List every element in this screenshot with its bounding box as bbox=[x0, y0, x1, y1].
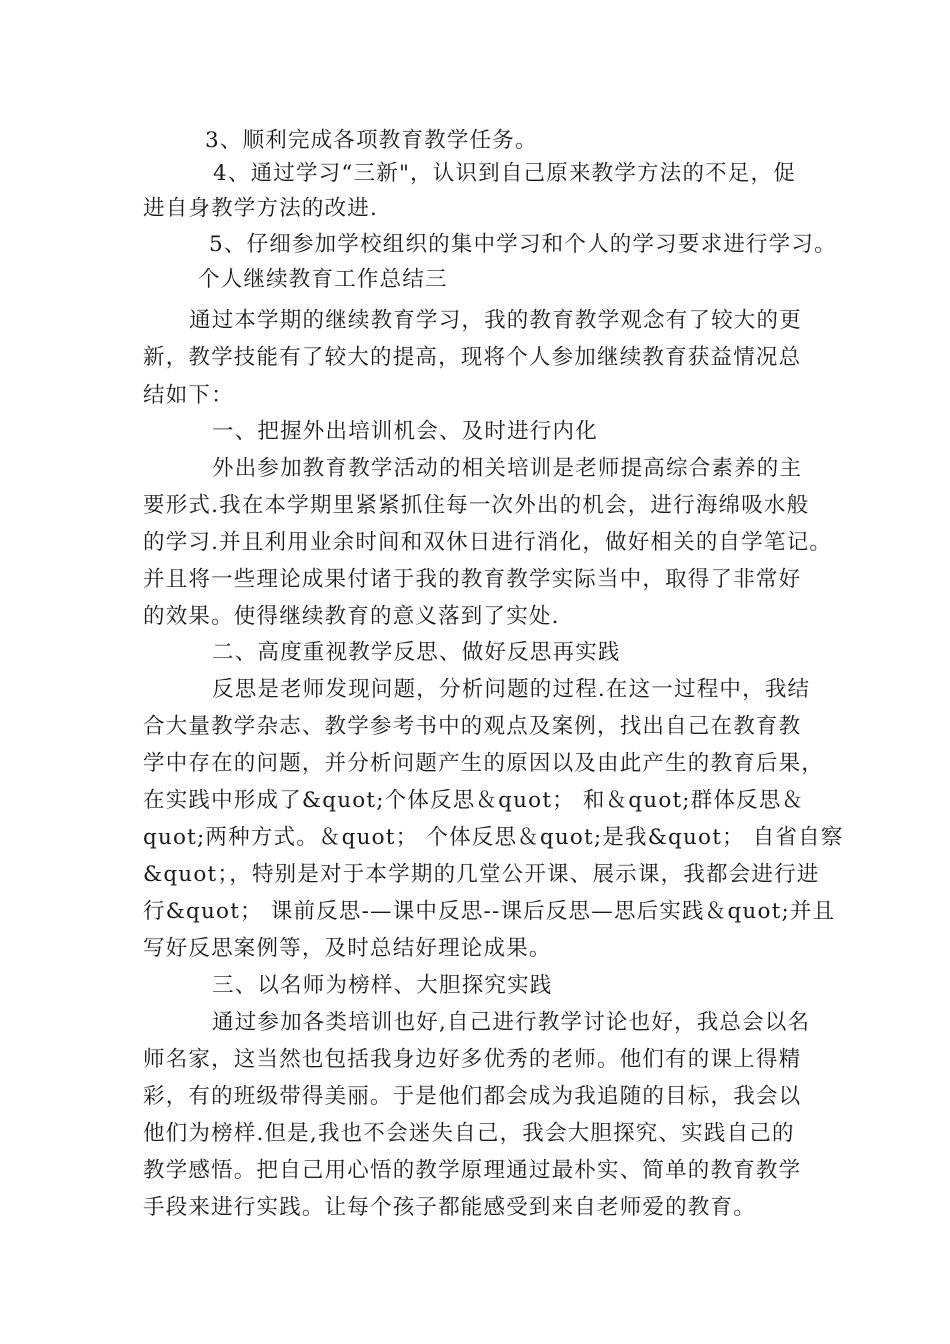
text-line: 的效果。使得继续教育的意义落到了实处. bbox=[143, 604, 560, 629]
text-line: &quot；，特别是对于本学期的几堂公开课、展示课，我都会进行进 bbox=[143, 862, 820, 887]
text-line: quot;两种方式。＆quot； 个体反思＆quot;是我&quot； 自省自察 bbox=[143, 825, 844, 850]
text-line: 师名家，这当然也包括我身边好多优秀的老师。他们有的课上得精 bbox=[143, 1047, 802, 1072]
text-line: 通过参加各类培训也好,自己进行教学讨论也好，我总会以名 bbox=[212, 1010, 811, 1035]
text-line: 彩，有的班级带得美丽。于是他们都会成为我追随的目标，我会以 bbox=[143, 1084, 802, 1109]
text-line: 反思是老师发现问题，分析问题的过程.在这一过程中，我结 bbox=[212, 677, 811, 702]
text-line: 新，教学技能有了较大的提高，现将个人参加继续教育获益情况总 bbox=[143, 345, 802, 370]
section-heading: 二、高度重视教学反思、做好反思再实践 bbox=[212, 640, 621, 665]
text-line: 外出参加教育教学活动的相关培训是老师提高综合素养的主 bbox=[212, 456, 803, 481]
text-line: 学中存在的问题，并分析问题产生的原因以及由此产生的教育后果， bbox=[143, 751, 825, 776]
text-line: 结如下： bbox=[143, 383, 234, 408]
text-line: 合大量教学杂志、教学参考书中的观点及案例，找出自己在教育教 bbox=[143, 714, 802, 739]
section-heading: 三、以名师为榜样、大胆探究实践 bbox=[212, 973, 553, 998]
text-line: 他们为榜样.但是,我也不会迷失自己，我会大胆探究、实践自己的 bbox=[143, 1121, 795, 1146]
text-line: 4、通过学习“三新"，认识到自己原来教学方法的不足，促 bbox=[213, 161, 796, 186]
text-line: 并且将一些理论成果付诸于我的教育教学实际当中，取得了非常好 bbox=[143, 567, 802, 592]
text-line: 行&quot； 课前反思-—课中反思--课后反思—思后实践＆quot;并且 bbox=[143, 899, 836, 924]
text-line: 在实践中形成了&quot;个体反思＆quot； 和＆quot;群体反思＆ bbox=[143, 788, 805, 813]
text-line: 进自身教学方法的改进. bbox=[143, 196, 379, 221]
text-line: 5、仔细参加学校组织的集中学习和个人的学习要求进行学习。 bbox=[209, 232, 837, 257]
text-line: 要形式.我在本学期里紧紧抓住每一次外出的机会，进行海绵吸水般 bbox=[143, 493, 810, 518]
text-line: 通过本学期的继续教育学习，我的教育教学观念有了较大的更 bbox=[189, 308, 802, 333]
section-title: 个人继续教育工作总结三 bbox=[198, 267, 448, 292]
text-line: 手段来进行实践。让每个孩子都能感受到来自老师爱的教育。 bbox=[143, 1195, 756, 1220]
section-heading: 一、把握外出培训机会、及时进行内化 bbox=[212, 419, 598, 444]
text-line: 写好反思案例等，及时总结好理论成果。 bbox=[143, 936, 552, 961]
text-line: 的学习.并且利用业余时间和双休日进行消化，做好相关的自学笔记。 bbox=[143, 530, 833, 555]
text-line: 教学感悟。把自己用心悟的教学原理通过最朴实、简单的教育教学 bbox=[143, 1158, 802, 1183]
text-line: 3、顺利完成各项教育教学任务。 bbox=[205, 128, 538, 153]
